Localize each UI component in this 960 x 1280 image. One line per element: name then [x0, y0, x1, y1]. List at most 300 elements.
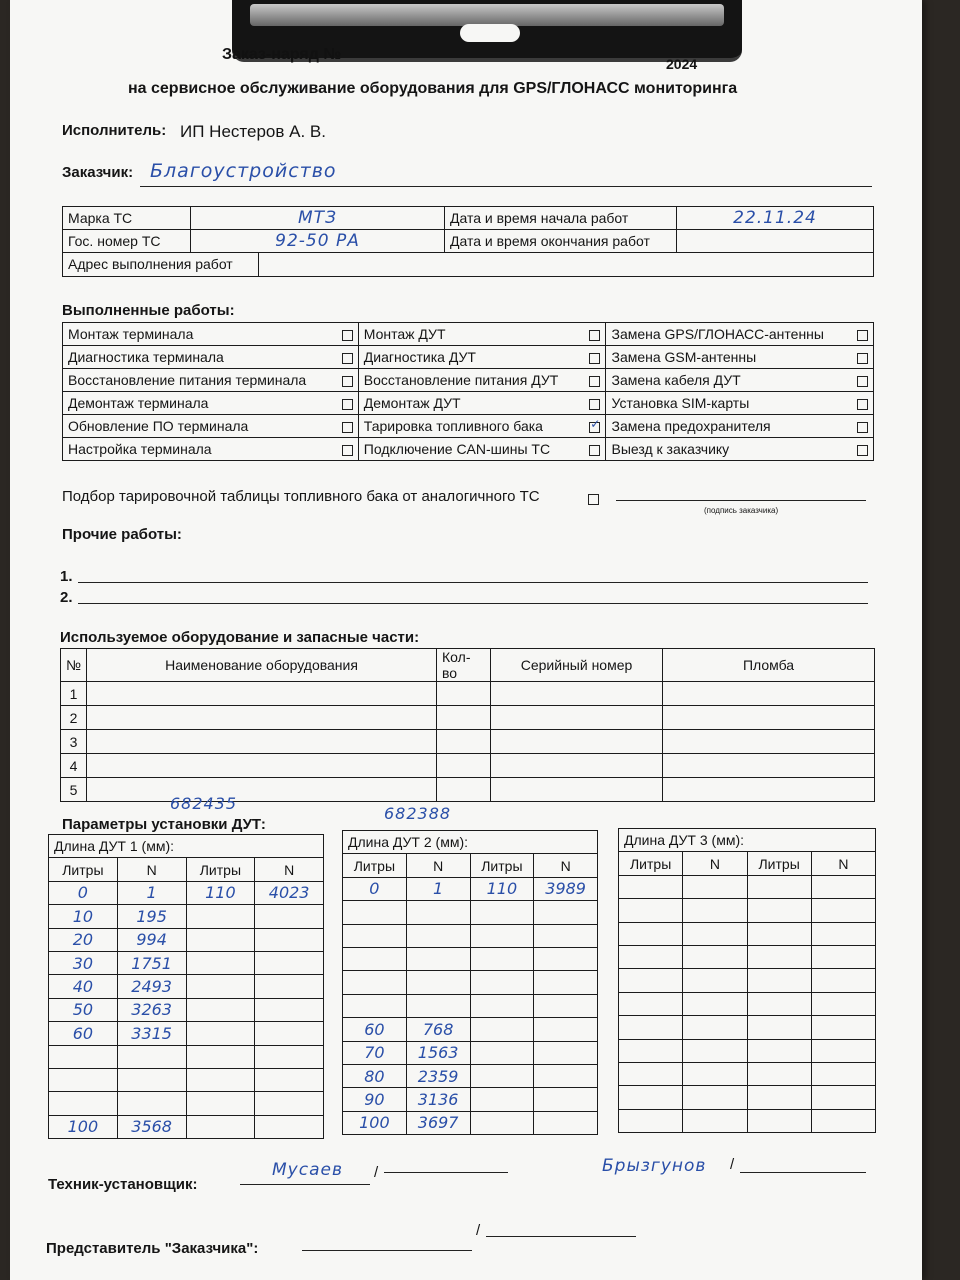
work-label: Тарировка топливного бака — [358, 415, 584, 438]
work-label: Восстановление питания ДУТ — [358, 369, 584, 392]
start-value: 22.11.24 — [677, 207, 874, 230]
work-checkbox-cell — [584, 438, 606, 461]
dut2-row — [343, 1111, 598, 1134]
work-label: Замена кабеля ДУТ — [606, 369, 852, 392]
dut3-cell — [683, 899, 747, 922]
dut1-cell: 110 — [186, 881, 255, 904]
dut2-cell — [534, 1041, 598, 1064]
work-label: Замена GPS/ГЛОНАСС-антенны — [606, 323, 852, 346]
dut2-cell — [343, 924, 407, 947]
work-checkbox-cell — [852, 415, 874, 438]
dut2-cell — [470, 1041, 534, 1064]
equipment-col-number: № — [61, 649, 87, 682]
technician-separator: / — [374, 1164, 379, 1181]
dut3-cell — [619, 922, 683, 945]
customer-rep-line-1 — [302, 1250, 472, 1251]
dut2-row — [343, 947, 598, 970]
dut2-cell — [406, 994, 470, 1017]
dut3-header: N — [811, 852, 875, 875]
dut1-cell: 20 — [49, 928, 118, 951]
dut2-cell: 3136 — [406, 1088, 470, 1111]
document-subtitle: на сервисное обслуживание оборудования для GPS/ГЛОНАСС мониторинга — [128, 80, 738, 97]
dut2-cell — [343, 901, 407, 924]
dut2-cell: 1563 — [406, 1041, 470, 1064]
work-checkbox-cell — [336, 392, 358, 415]
work-checkbox[interactable] — [857, 445, 868, 456]
dut3-cell — [747, 992, 811, 1015]
dut3-cell — [619, 1016, 683, 1039]
equipment-cell — [87, 706, 437, 730]
dut1-cell — [117, 1092, 186, 1115]
work-checkbox-cell — [336, 415, 358, 438]
dut2-cell — [343, 947, 407, 970]
dut3-header: Литры — [619, 852, 683, 875]
dut2-row — [343, 901, 598, 924]
dut3-cell — [811, 992, 875, 1015]
customer-rep-line-2 — [486, 1236, 636, 1237]
tank-table-selection-label: Подбор тарировочной таблицы топливного бака от аналогичного ТС — [62, 488, 540, 505]
dut2-cell — [470, 924, 534, 947]
work-checkbox[interactable] — [857, 399, 868, 410]
equipment-row — [61, 682, 875, 706]
dut3-row — [619, 922, 876, 945]
dut1-cell: 40 — [49, 975, 118, 998]
vehicle-table — [62, 206, 874, 277]
equipment-row-number: 5 — [61, 778, 87, 802]
dut1-cell: 195 — [117, 905, 186, 928]
dut3-row — [619, 992, 876, 1015]
work-checkbox[interactable] — [589, 330, 600, 341]
dut1-header: Литры — [49, 858, 118, 881]
dut3-header: N — [683, 852, 747, 875]
dut1-cell — [49, 1045, 118, 1068]
dut3-cell — [811, 899, 875, 922]
works-title: Выполненные работы: — [62, 302, 235, 319]
dut1-cell — [186, 1022, 255, 1045]
dut1-cell — [255, 1068, 324, 1091]
customer-signature-line — [616, 500, 866, 501]
dut2-cell — [534, 994, 598, 1017]
dut2-cell — [470, 901, 534, 924]
dut3-cell — [747, 1062, 811, 1085]
work-checkbox-cell — [336, 438, 358, 461]
equipment-cell — [437, 754, 491, 778]
dut1-cell: 1 — [117, 881, 186, 904]
equipment-row-number: 2 — [61, 706, 87, 730]
dut3-cell — [683, 945, 747, 968]
work-checkbox[interactable] — [342, 445, 353, 456]
other-work-2-line — [78, 603, 868, 604]
dut3-cell — [619, 945, 683, 968]
work-checkbox[interactable] — [342, 399, 353, 410]
customer-underline — [140, 186, 872, 187]
dut3-cell — [747, 875, 811, 898]
work-checkbox-cell — [584, 323, 606, 346]
customer-rep-label: Представитель "Заказчика": — [46, 1240, 259, 1257]
work-checkbox[interactable] — [342, 330, 353, 341]
dut1-row — [49, 975, 324, 998]
work-checkbox-cell — [852, 369, 874, 392]
dut3-row — [619, 1039, 876, 1062]
equipment-cell — [663, 730, 875, 754]
dut1-cell: 4023 — [255, 881, 324, 904]
dut2-cell — [470, 1064, 534, 1087]
equipment-col-qty: Кол-во — [437, 649, 491, 682]
work-checkbox-cell — [336, 323, 358, 346]
dut3-cell — [747, 969, 811, 992]
technician-sign-line-1 — [384, 1172, 508, 1173]
work-label: Диагностика ДУТ — [358, 346, 584, 369]
dut1-header: N — [117, 858, 186, 881]
equipment-cell — [491, 682, 663, 706]
work-checkbox[interactable] — [589, 399, 600, 410]
dut3-header: Литры — [747, 852, 811, 875]
dut1-cell — [255, 928, 324, 951]
dut2-cell — [534, 901, 598, 924]
dut3-row — [619, 899, 876, 922]
dut3-cell — [619, 1109, 683, 1132]
dut2-caption: Длина ДУТ 2 (мм): — [343, 831, 598, 854]
dut2-serial: 682388 — [384, 804, 452, 823]
work-checkbox[interactable] — [589, 353, 600, 364]
dut2-cell: 3697 — [406, 1111, 470, 1134]
customer-label: Заказчик: — [62, 164, 134, 181]
work-checkbox-cell — [852, 438, 874, 461]
work-checkbox-cell — [336, 346, 358, 369]
dut1-cell — [117, 1068, 186, 1091]
dut1-cell — [117, 1045, 186, 1068]
clipboard-lever — [250, 4, 724, 26]
equipment-title: Используемое оборудование и запасные части: — [60, 629, 420, 646]
dut2-cell — [470, 1088, 534, 1111]
equipment-table — [60, 648, 875, 802]
dut1-cell: 50 — [49, 998, 118, 1021]
dut3-cell — [811, 1062, 875, 1085]
dut2-cell: 1 — [406, 877, 470, 900]
dut2-cell — [343, 971, 407, 994]
work-checkbox[interactable] — [589, 422, 600, 433]
dut1-cell: 3315 — [117, 1022, 186, 1045]
dut1-cell — [186, 1068, 255, 1091]
dut1-row — [49, 928, 324, 951]
customer-value: Благоустройство — [150, 160, 337, 182]
work-checkbox-cell — [584, 415, 606, 438]
dut3-cell — [811, 969, 875, 992]
dut3-table — [618, 828, 876, 1133]
dut3-cell — [619, 969, 683, 992]
dut2-cell — [406, 971, 470, 994]
work-checkbox[interactable] — [342, 422, 353, 433]
dut2-row — [343, 924, 598, 947]
dut2-cell — [534, 1064, 598, 1087]
dut2-row — [343, 877, 598, 900]
dut1-cell: 10 — [49, 905, 118, 928]
dut2-cell: 90 — [343, 1088, 407, 1111]
work-label: Настройка терминала — [63, 438, 337, 461]
work-label: Восстановление питания терминала — [63, 369, 337, 392]
dut1-cell — [186, 1045, 255, 1068]
executor-label: Исполнитель: — [62, 122, 167, 139]
work-label: Установка SIM-карты — [606, 392, 852, 415]
dut3-cell — [811, 1039, 875, 1062]
dut2-cell — [534, 971, 598, 994]
technician-name-line — [240, 1184, 370, 1185]
dut2-table — [342, 830, 598, 1135]
dut2-cell: 60 — [343, 1018, 407, 1041]
work-checkbox-cell — [852, 346, 874, 369]
dut1-cell: 100 — [49, 1115, 118, 1138]
work-checkbox[interactable] — [857, 376, 868, 387]
technician-signature: Брызгунов — [602, 1156, 707, 1176]
dut3-row — [619, 875, 876, 898]
dut3-cell — [619, 1062, 683, 1085]
other-works-title: Прочие работы: — [62, 526, 182, 543]
dut3-cell — [683, 1016, 747, 1039]
work-checkbox[interactable] — [589, 445, 600, 456]
end-label: Дата и время окончания работ — [445, 230, 677, 253]
dut2-header: Литры — [343, 854, 407, 877]
dut2-cell: 3989 — [534, 877, 598, 900]
customer-rep-separator: / — [476, 1222, 481, 1239]
dut3-cell — [747, 1086, 811, 1109]
work-checkbox-cell — [584, 369, 606, 392]
work-checkbox-cell — [852, 392, 874, 415]
work-label: Обновление ПО терминала — [63, 415, 337, 438]
dut1-cell — [186, 928, 255, 951]
dut3-row — [619, 1016, 876, 1039]
dut1-header: Литры — [186, 858, 255, 881]
equipment-row — [61, 706, 875, 730]
dut3-cell — [619, 992, 683, 1015]
dut3-cell — [747, 922, 811, 945]
dut1-cell: 3568 — [117, 1115, 186, 1138]
equipment-cell — [87, 778, 437, 802]
equipment-cell — [437, 706, 491, 730]
dut2-row — [343, 1018, 598, 1041]
dut3-cell — [811, 1086, 875, 1109]
dut3-cell — [683, 992, 747, 1015]
dut2-cell — [470, 1018, 534, 1041]
work-label: Демонтаж ДУТ — [358, 392, 584, 415]
other-work-1-number: 1. — [60, 568, 73, 585]
dut3-cell — [747, 1039, 811, 1062]
work-checkbox-cell — [584, 346, 606, 369]
dut2-cell — [534, 924, 598, 947]
dut2-cell: 70 — [343, 1041, 407, 1064]
equipment-cell — [437, 730, 491, 754]
dut1-cell: 1751 — [117, 951, 186, 974]
equipment-cell — [87, 730, 437, 754]
dut3-row — [619, 1086, 876, 1109]
dut2-cell — [470, 947, 534, 970]
dut3-cell — [811, 945, 875, 968]
dut3-cell — [683, 1109, 747, 1132]
other-work-1-line — [78, 582, 868, 583]
dut3-cell — [619, 899, 683, 922]
work-checkbox[interactable] — [342, 376, 353, 387]
dut1-row — [49, 905, 324, 928]
dut2-cell: 2359 — [406, 1064, 470, 1087]
dut3-cell — [683, 1062, 747, 1085]
equipment-row-number: 4 — [61, 754, 87, 778]
equipment-cell — [491, 778, 663, 802]
work-checkbox[interactable] — [589, 376, 600, 387]
dut3-cell — [811, 1109, 875, 1132]
dut1-cell — [255, 1115, 324, 1138]
work-label: Замена GSM-антенны — [606, 346, 852, 369]
dut1-cell — [255, 975, 324, 998]
equipment-col-seal: Пломба — [663, 649, 875, 682]
brand-value: МТЗ — [191, 207, 445, 230]
end-value — [677, 230, 874, 253]
dut1-cell — [49, 1092, 118, 1115]
dut2-row — [343, 971, 598, 994]
dut3-cell — [811, 875, 875, 898]
work-label: Подключение CAN-шины ТС — [358, 438, 584, 461]
dut1-row — [49, 1068, 324, 1091]
equipment-cell — [663, 778, 875, 802]
dut3-row — [619, 1062, 876, 1085]
equipment-cell — [491, 754, 663, 778]
equipment-col-name: Наименование оборудования — [87, 649, 437, 682]
work-label: Монтаж терминала — [63, 323, 337, 346]
dut1-cell — [186, 1115, 255, 1138]
dut3-cell — [619, 875, 683, 898]
work-checkbox-cell — [852, 323, 874, 346]
dut1-row — [49, 1115, 324, 1138]
dut1-cell — [186, 951, 255, 974]
work-checkbox[interactable] — [857, 353, 868, 364]
dut-params-title: Параметры установки ДУТ: — [62, 816, 266, 833]
dut2-row — [343, 1088, 598, 1111]
technician-sign-line-2 — [740, 1172, 866, 1173]
dut2-row — [343, 1041, 598, 1064]
brand-label: Марка ТС — [63, 207, 191, 230]
equipment-row-number: 3 — [61, 730, 87, 754]
technician-separator-2: / — [730, 1156, 735, 1173]
dut2-cell — [470, 1111, 534, 1134]
equipment-col-serial: Серийный номер — [491, 649, 663, 682]
equipment-cell — [491, 730, 663, 754]
tank-table-selection-checkbox[interactable] — [588, 494, 599, 505]
dut1-cell — [255, 1022, 324, 1045]
dut1-cell — [186, 998, 255, 1021]
dut1-cell: 30 — [49, 951, 118, 974]
equipment-cell — [663, 754, 875, 778]
clipboard-hole — [460, 24, 520, 42]
works-table — [62, 322, 874, 461]
dut2-cell: 100 — [343, 1111, 407, 1134]
dut3-cell — [683, 969, 747, 992]
dut1-cell: 994 — [117, 928, 186, 951]
equipment-row — [61, 754, 875, 778]
dut3-cell — [683, 1039, 747, 1062]
dut2-cell — [534, 947, 598, 970]
equipment-cell — [437, 778, 491, 802]
start-label: Дата и время начала работ — [445, 207, 677, 230]
dut3-cell — [683, 1086, 747, 1109]
work-checkbox-cell — [584, 392, 606, 415]
dut1-row — [49, 998, 324, 1021]
dut1-cell: 2493 — [117, 975, 186, 998]
dut1-row — [49, 951, 324, 974]
work-label: Демонтаж терминала — [63, 392, 337, 415]
technician-name: Мусаев — [272, 1160, 343, 1180]
dut3-cell — [683, 922, 747, 945]
dut2-row — [343, 1064, 598, 1087]
dut2-cell — [470, 994, 534, 1017]
work-checkbox[interactable] — [342, 353, 353, 364]
dut2-cell: 768 — [406, 1018, 470, 1041]
equipment-row-number: 1 — [61, 682, 87, 706]
plate-value: 92-50 РА — [191, 230, 445, 253]
dut3-cell — [811, 1016, 875, 1039]
dut2-cell — [406, 947, 470, 970]
dut2-cell — [406, 924, 470, 947]
dut1-header: N — [255, 858, 324, 881]
dut2-cell — [406, 901, 470, 924]
dut1-row — [49, 1022, 324, 1045]
dut3-caption: Длина ДУТ 3 (мм): — [619, 829, 876, 852]
dut1-cell: 3263 — [117, 998, 186, 1021]
customer-signature-caption: (подпись заказчика) — [704, 506, 779, 515]
dut3-cell — [747, 1016, 811, 1039]
dut3-cell — [619, 1086, 683, 1109]
equipment-cell — [491, 706, 663, 730]
plate-label: Гос. номер ТС — [63, 230, 191, 253]
dut1-cell: 0 — [49, 881, 118, 904]
work-checkbox[interactable] — [857, 422, 868, 433]
dut2-header: N — [406, 854, 470, 877]
dut3-row — [619, 969, 876, 992]
dut2-cell: 110 — [470, 877, 534, 900]
dut2-cell — [470, 971, 534, 994]
dut1-cell — [255, 951, 324, 974]
work-label: Замена предохранителя — [606, 415, 852, 438]
dut1-row — [49, 881, 324, 904]
other-work-2-number: 2. — [60, 589, 73, 606]
dut2-cell: 0 — [343, 877, 407, 900]
dut1-cell — [186, 975, 255, 998]
dut3-cell — [747, 945, 811, 968]
dut3-cell — [747, 1109, 811, 1132]
dut1-serial: 682435 — [170, 794, 238, 813]
dut1-cell — [49, 1068, 118, 1091]
dut1-cell — [255, 1092, 324, 1115]
dut2-row — [343, 994, 598, 1017]
work-checkbox[interactable] — [857, 330, 868, 341]
dut1-table — [48, 834, 324, 1139]
equipment-cell — [87, 682, 437, 706]
address-label: Адрес выполнения работ — [63, 253, 259, 276]
dut3-row — [619, 1109, 876, 1132]
equipment-cell — [663, 682, 875, 706]
equipment-cell — [437, 682, 491, 706]
equipment-cell — [663, 706, 875, 730]
technician-label: Техник-установщик: — [48, 1176, 198, 1193]
executor-value: ИП Нестеров А. В. — [180, 122, 326, 141]
dut2-header: Литры — [470, 854, 534, 877]
dut3-cell — [683, 875, 747, 898]
work-label: Выезд к заказчику — [606, 438, 852, 461]
dut3-cell — [811, 922, 875, 945]
dut2-cell — [534, 1018, 598, 1041]
dut3-row — [619, 945, 876, 968]
dut2-cell — [534, 1088, 598, 1111]
dut3-cell — [747, 899, 811, 922]
equipment-cell — [87, 754, 437, 778]
dut1-row — [49, 1092, 324, 1115]
